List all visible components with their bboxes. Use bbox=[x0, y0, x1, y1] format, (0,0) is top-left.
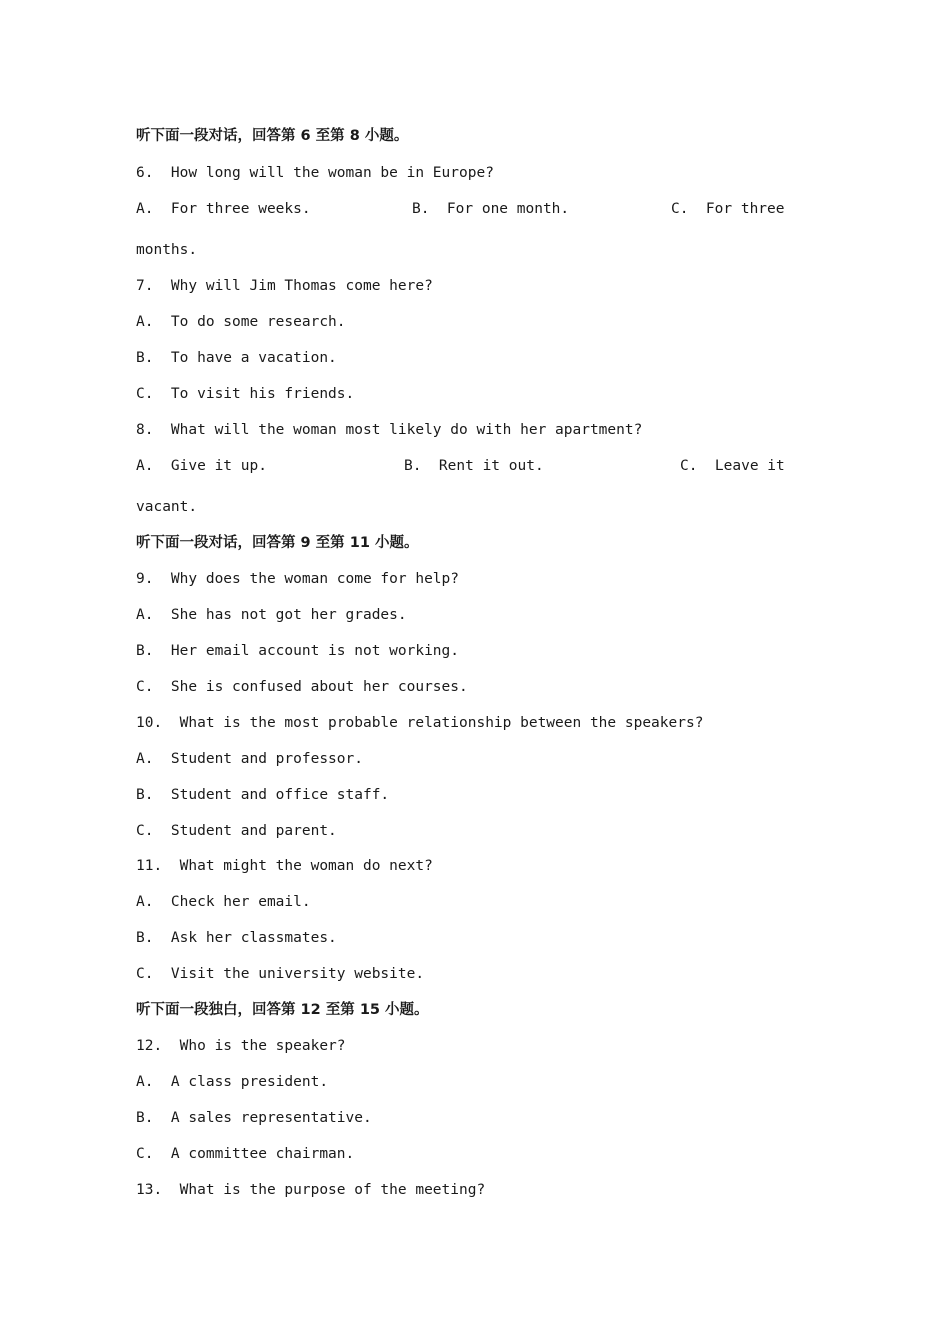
section-heading: 听下面一段独白，回答第 12 至第 15 小题。 bbox=[136, 1002, 429, 1018]
option-a: A. Student and professor. bbox=[136, 751, 363, 767]
question-7: 7. Why will Jim Thomas come here? bbox=[136, 278, 433, 294]
options-row-6 bbox=[136, 199, 785, 219]
option-c: C. A committee chairman. bbox=[136, 1146, 355, 1162]
option-a: A. She has not got her grades. bbox=[136, 607, 407, 623]
option-b: B. Ask her classmates. bbox=[136, 930, 337, 946]
option-c: C. For three bbox=[671, 201, 785, 217]
option-b: B. Her email account is not working. bbox=[136, 643, 460, 659]
option-c: C. To visit his friends. bbox=[136, 386, 355, 402]
option-b: B. A sales representative. bbox=[136, 1110, 372, 1126]
options-row-8 bbox=[136, 456, 785, 476]
option-c-wrap: months. bbox=[136, 242, 198, 258]
option-a: A. A class president. bbox=[136, 1074, 329, 1090]
option-c: C. Visit the university website. bbox=[136, 966, 425, 982]
option-c: C. Student and parent. bbox=[136, 823, 337, 839]
option-a: A. Give it up. bbox=[136, 458, 267, 474]
section-heading: 听下面一段对话，回答第 6 至第 8 小题。 bbox=[136, 128, 409, 144]
option-a: A. For three weeks. bbox=[136, 201, 311, 217]
question-13: 13. What is the purpose of the meeting? bbox=[136, 1182, 486, 1198]
question-11: 11. What might the woman do next? bbox=[136, 858, 433, 874]
section-heading: 听下面一段对话，回答第 9 至第 11 小题。 bbox=[136, 535, 419, 551]
option-b: B. To have a vacation. bbox=[136, 350, 337, 366]
option-a: A. Check her email. bbox=[136, 894, 311, 910]
question-6: 6. How long will the woman be in Europe? bbox=[136, 165, 494, 181]
option-b: B. For one month. bbox=[412, 201, 570, 217]
option-b: B. Rent it out. bbox=[404, 458, 544, 474]
option-b: B. Student and office staff. bbox=[136, 787, 390, 803]
option-c-wrap: vacant. bbox=[136, 499, 198, 515]
question-8: 8. What will the woman most likely do with her apartment? bbox=[136, 422, 643, 438]
option-a: A. To do some research. bbox=[136, 314, 346, 330]
question-12: 12. Who is the speaker? bbox=[136, 1038, 346, 1054]
question-9: 9. Why does the woman come for help? bbox=[136, 571, 460, 587]
option-c: C. Leave it bbox=[680, 458, 785, 474]
question-10: 10. What is the most probable relationship between the speakers? bbox=[136, 715, 704, 731]
option-c: C. She is confused about her courses. bbox=[136, 679, 468, 695]
